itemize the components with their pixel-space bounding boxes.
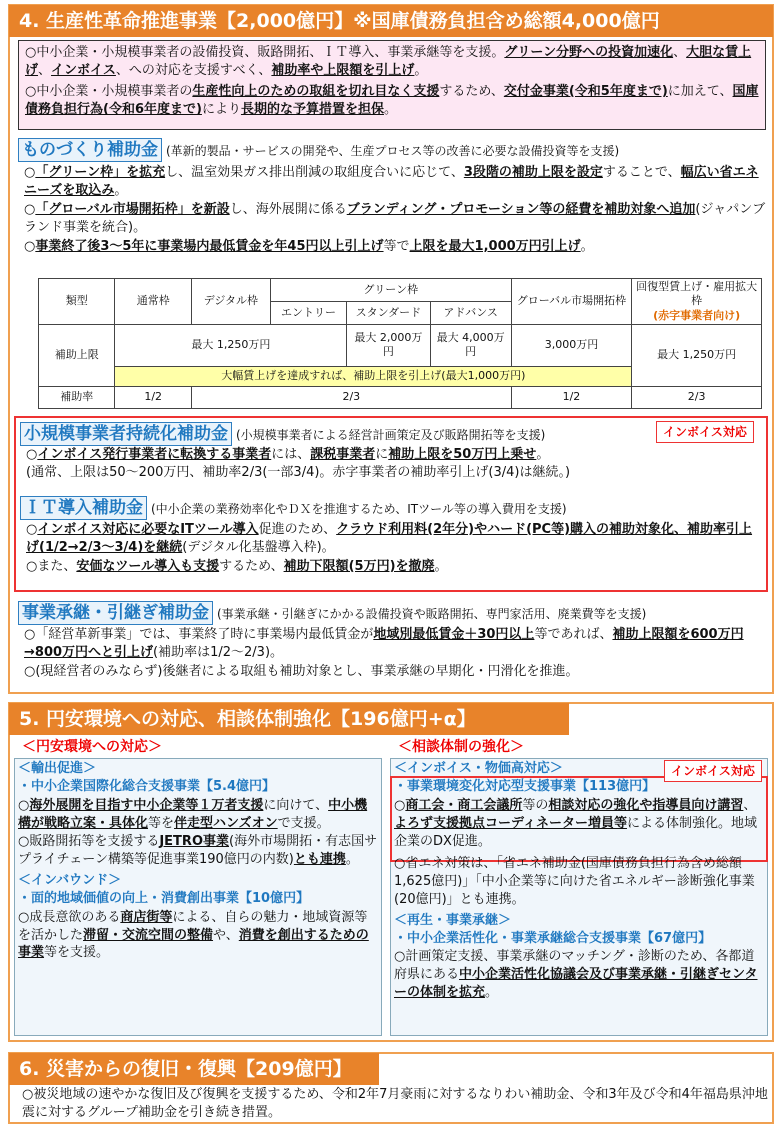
right-heading: ＜相談体制の強化＞: [398, 739, 524, 755]
th-green: グリーン枠: [270, 279, 511, 302]
th-advance: アドバンス: [430, 301, 511, 324]
th-recovery: 回復型賃上げ・雇用拡大枠 (赤字事業者向け): [632, 279, 762, 325]
rate-normal: 1/2: [115, 386, 191, 408]
cell-advance-limit: 最大 4,000万円: [430, 324, 511, 366]
monozukuri-header: [18, 138, 768, 162]
it-item-1: ○インボイス対応に必要なITツール導入促進のため、クラウド利用料(2年分)やハード(PC等)購入の補助対象化、補助率引上げ(1/2→2/3～3/4)を継続(デジタル化基盤導入枠)。: [26, 522, 753, 556]
left-heading: ＜円安環境への対応＞: [22, 739, 162, 755]
it-header: [20, 496, 760, 520]
right-item-2: ○省エネ対策は、「省エネ補助金(国庫債務負担行為含め総額1,625億円)」「中小企業等に向けた省エネルギー診断強化事業(20億円)」とも連携。: [394, 855, 755, 907]
shokei-item-1: ○「経営革新事業」では、事業終了時に事業場内最低賃金が地域別最低賃金＋30円以上等であれば、補助上限額を600万円→800万円へと引上げ(補助率は1/2～2/3)。: [24, 627, 744, 661]
left-prog-2: ・面的地域価値の向上・消費創出事業【10億円】: [18, 891, 310, 907]
right-cat-saisei: ＜再生・事業承継＞: [394, 912, 512, 928]
left-item-1: ○海外展開を目指す中小企業等１万者支援に向けて、中小機構が戦略立案・具体化等を伴走型ハンズオンで支援。: [18, 797, 368, 831]
jizoku-note: (小規模事業者による経営計画策定及び販路開拓等を支援): [236, 428, 546, 442]
jizoku-title: 小規模事業者持続化補助金: [20, 422, 232, 446]
jizoku-body: [26, 446, 764, 483]
it-title: ＩＴ導入補助金: [20, 496, 147, 520]
shokei-title: 事業承継・引継ぎ補助金: [18, 601, 213, 625]
summary-line-1: ○中小企業・小規模事業者の設備投資、販路開拓、ＩＴ導入、事業承継等を支援。グリーン分野への投資加速化、大胆な賃上げ、インボイス、への対応を支援すべく、補助率や上限額を引上げ。: [25, 45, 752, 79]
row-rate-label: 補助率: [39, 386, 115, 408]
th-normal: 通常枠: [115, 279, 191, 325]
left-item-2: ○販路開拓等を支援するJETRO事業(海外市場開拓・有志国サプライチェーン構築等促進事業190億円の内数)とも連携。: [18, 833, 378, 867]
jizoku-item-2: (通常、上限は50～200万円、補助率2/3(一部3/4)。赤字事業者の補助率引上げ(3/4)は継続。): [26, 465, 571, 481]
it-note: (中小企業の業務効率化やＤＸを推進するため、ITツール等の導入費用を支援): [151, 502, 567, 516]
th-digital: デジタル枠: [191, 279, 270, 325]
summary-line-2: ○中小企業・小規模事業者の生産性向上のための取組を切れ目なく支援するため、交付金事業(令和5年度まで)に加えて、国庫債務負担行為(令和6年度まで)により長期的な予算措置を担保。: [25, 83, 759, 118]
cell-wage-raise: 大幅賃上げを達成すれば、補助上限を引上げ(最大1,000万円): [115, 366, 632, 386]
rate-digital-green: 2/3: [191, 386, 511, 408]
right-prog-1: ・事業環境変化対応型支援事業【113億円】: [394, 779, 656, 795]
section-5-title: 5. 円安環境への対応、相談体制強化【196億円+α】: [9, 703, 569, 735]
invoice-tag-lower: インボイス対応: [664, 760, 762, 782]
right-item-1: ○商工会・商工会議所等の相談対応の強化や指導員向け講習、よろず支援拠点コーディネーター増員等による体制強化。地域企業のDX促進。: [394, 797, 757, 849]
left-cat-inbound: ＜インバウンド＞: [18, 872, 122, 888]
right-prog-2: ・中小企業活性化・事業承継総合支援事業【67億円】: [394, 930, 712, 946]
shokei-note: (事業承継・引継ぎにかかる設備投資や販路開拓、専門家活用、廃業費等を支援): [217, 607, 647, 621]
monozukuri-item-2: ○「グローバル市場開拓枠」を新設し、海外展開に係るブランディング・プロモーション等の経費を補助対象へ追加(ジャパンブランド事業を統合)。: [24, 201, 766, 236]
invoice-tag-upper: インボイス対応: [656, 421, 754, 443]
section-6-body: ○被災地域の速やかな復旧及び復興を支援するため、令和2年7月豪雨に対するなりわい補助金、令和3年及び令和4年福島県沖地震に対するグループ補助金を引き続き措置。: [22, 1087, 768, 1120]
shokei-item-2: ○(現経営者のみならず)後継者による取組も補助対象とし、事業承継の早期化・円滑化を推進。: [24, 663, 579, 679]
right-item-3: ○計画策定支援、事業承継のマッチング・診断のため、各都道府県にある中小企業活性化協議会及び事業承継・引継ぎセンターの体制を拡充。: [394, 949, 758, 1001]
cell-base-limit: 最大 1,250万円: [115, 324, 347, 366]
jizoku-item-1: ○インボイス発行事業者に転換する事業者には、課税事業者に補助上限を50万円上乗せ。: [26, 447, 550, 462]
section-4-summary-box: [18, 40, 766, 130]
monozukuri-item-1: ○「グリーン枠」を拡充し、温室効果ガス排出削減の取組度合いに応じて、3段階の補助上限を設定することで、幅広い省エネニーズを取込み。: [24, 165, 759, 199]
it-body: [26, 521, 764, 576]
th-entry: エントリー: [270, 301, 346, 324]
row-limit-label: 補助上限: [39, 324, 115, 386]
left-item-3: ○成長意欲のある商店街等による、自らの魅力・地域資源等を活かした滞留・交流空間の整備や、消費を創出するための事業等を支援。: [18, 909, 369, 961]
rate-recovery: 2/3: [632, 386, 762, 408]
th-global: グローバル市場開拓枠: [511, 279, 632, 325]
jizoku-header: [20, 422, 660, 446]
it-item-2: ○また、安価なツール導入も支援するため、補助下限額(5万円)を撤廃。: [26, 558, 448, 574]
monozukuri-body: [24, 164, 766, 256]
section-4-title: 4. 生産性革命推進事業【2,000億円】※国庫債務負担含め総額4,000億円: [9, 5, 773, 37]
section-6-title: 6. 災害からの復旧・復興【209億円】: [9, 1053, 379, 1085]
right-pane-content: [394, 760, 762, 1002]
rate-global: 1/2: [511, 386, 632, 408]
right-cat-invoice: ＜インボイス・物価高対応＞: [394, 761, 563, 776]
monozukuri-note: (革新的製品・サービスの開発や、生産プロセス等の改善に必要な設備投資等を支援): [166, 144, 620, 158]
left-pane-content: [18, 760, 380, 962]
cell-global-limit: 3,000万円: [511, 324, 632, 366]
subsidy-table: [38, 278, 762, 409]
shokei-body: [24, 626, 766, 681]
monozukuri-item-3: ○事業終了後3～5年に事業場内最低賃金を年45円以上引上げ等で上限を最大1,000万円引上げ。: [24, 238, 594, 254]
left-cat-export: ＜輸出促進＞: [18, 761, 97, 776]
cell-standard-limit: 最大 2,000万円: [347, 324, 430, 366]
cell-recovery-limit: 最大 1,250万円: [632, 324, 762, 386]
th-type: 類型: [39, 279, 115, 325]
monozukuri-title: ものづくり補助金: [18, 138, 162, 162]
th-standard: スタンダード: [347, 301, 430, 324]
shokei-header: [18, 601, 768, 625]
left-prog-1: ・中小企業国際化総合支援事業【5.4億円】: [18, 779, 276, 795]
